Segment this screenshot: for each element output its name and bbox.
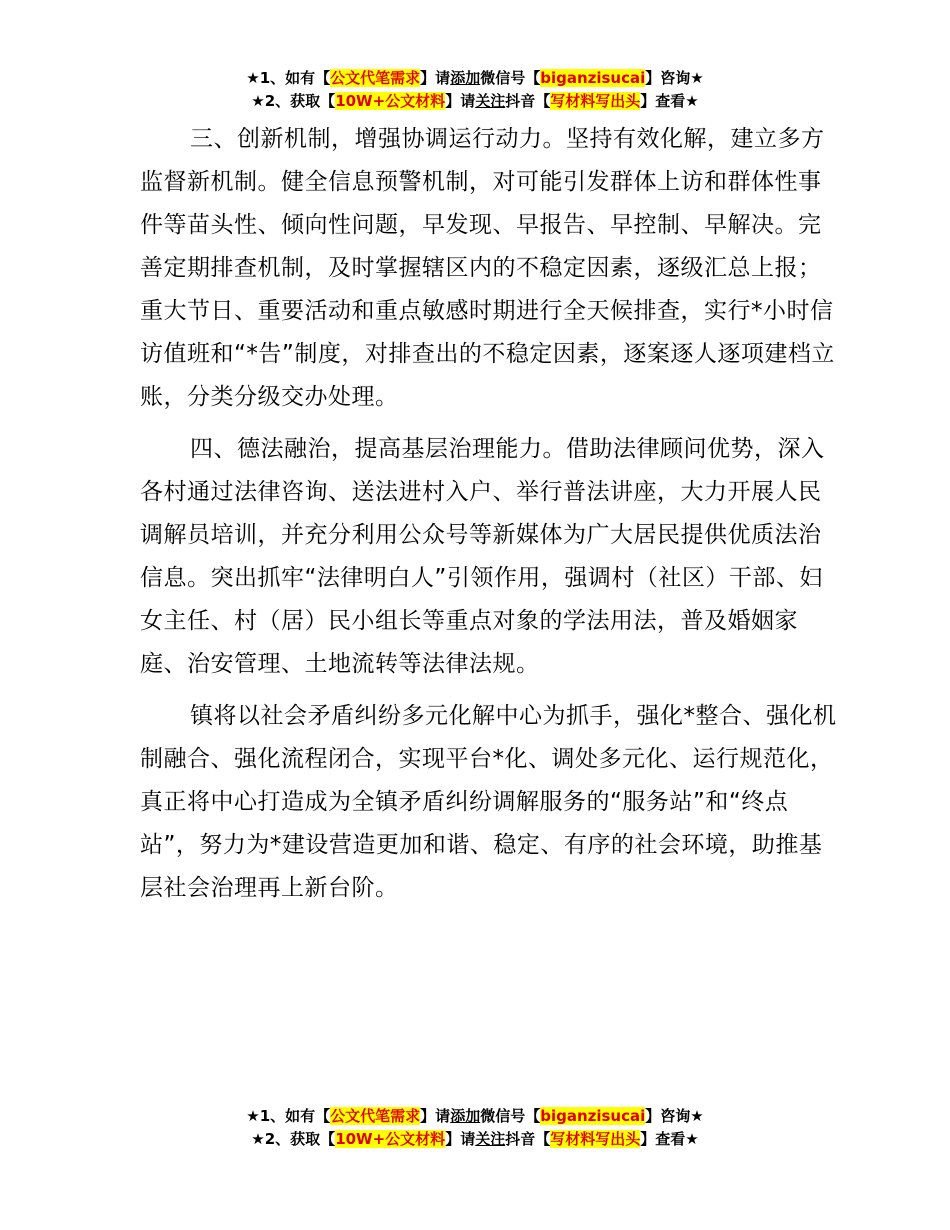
underlined-add: 添加 xyxy=(450,1107,481,1125)
banner-text: 】请 xyxy=(445,1130,476,1148)
banner-text: 】请 xyxy=(420,1107,451,1125)
highlight-need: 公文代笔需求 xyxy=(330,69,421,87)
highlight-account: 写材料写出头 xyxy=(550,92,641,110)
banner-text: ★2、获取【 xyxy=(251,92,336,110)
footer-banner xyxy=(0,1105,950,1151)
banner-text: 微信号【 xyxy=(480,69,541,87)
banner-text: 】查看★ xyxy=(640,92,699,110)
paragraph-innovation-mechanism: 三、创新机制，增强协调运行动力。坚持有效化解，建立多方监督新机制。健全信息预警机制，对可能引发群体上访和群体性事件等苗头性、倾向性问题，早发现、早报告、早控制、早解决。完善定期排查机制，及时掌握辖区内的不稳定因素，逐级汇总上报；重大节日、重要活动和重点敏感时期进行全天候排查，实行*小时信访值班和“*告”制度，对排查出的不稳定因素，逐案逐人逐项建档立账，分类分级交办处理。 xyxy=(140,126,835,410)
banner-text: 】请 xyxy=(420,69,451,87)
banner-line-1 xyxy=(0,1105,950,1128)
banner-text: 微信号【 xyxy=(480,1107,541,1125)
banner-text: 】查看★ xyxy=(640,1130,699,1148)
banner-text: 抖音【 xyxy=(505,1130,551,1148)
highlight-wechat-id: biganzisucai xyxy=(540,1107,646,1125)
highlight-need: 公文代笔需求 xyxy=(330,1107,421,1125)
paragraph-rule-of-law: 四、德法融治，提高基层治理能力。借助法律顾问优势，深入各村通过法律咨询、送法进村入户、举行普法讲座，大力开展人民调解员培训，并充分利用公众号等新媒体为广大居民提供优质法治信息。突出抓牢“法律明白人”引领作用，强调村（社区）干部、妇女主任、村（居）民小组长等重点对象的学法用法，普及婚姻家庭、治安管理、土地流转等法律法规。 xyxy=(140,436,825,677)
paragraph-conclusion: 镇将以社会矛盾纠纷多元化解中心为抓手，强化*整合、强化机制融合、强化流程闭合，实现平台*化、调处多元化、运行规范化，真正将中心打造成为全镇矛盾纠纷调解服务的“服务站”和“终点站”，努力为*建设营造更加和谐、稳定、有序的社会环境，助推基层社会治理再上新台阶。 xyxy=(140,703,837,901)
banner-text: 】咨询★ xyxy=(645,69,704,87)
highlight-account: 写材料写出头 xyxy=(550,1130,641,1148)
highlight-wechat-id: biganzisucai xyxy=(540,69,646,87)
banner-text: ★1、如有【 xyxy=(246,1107,331,1125)
banner-line-2 xyxy=(0,1128,950,1151)
highlight-material: 10W+公文材料 xyxy=(335,92,446,110)
header-banner xyxy=(0,67,950,113)
banner-text: 抖音【 xyxy=(505,92,551,110)
banner-line-2 xyxy=(0,90,950,113)
underlined-add: 添加 xyxy=(450,69,481,87)
underlined-follow: 关注 xyxy=(475,1130,506,1148)
banner-text: ★1、如有【 xyxy=(246,69,331,87)
document-body xyxy=(140,118,840,910)
banner-text: 】请 xyxy=(445,92,476,110)
banner-text: ★2、获取【 xyxy=(251,1130,336,1148)
underlined-follow: 关注 xyxy=(475,92,506,110)
highlight-material: 10W+公文材料 xyxy=(335,1130,446,1148)
banner-line-1 xyxy=(0,67,950,90)
banner-text: 】咨询★ xyxy=(645,1107,704,1125)
